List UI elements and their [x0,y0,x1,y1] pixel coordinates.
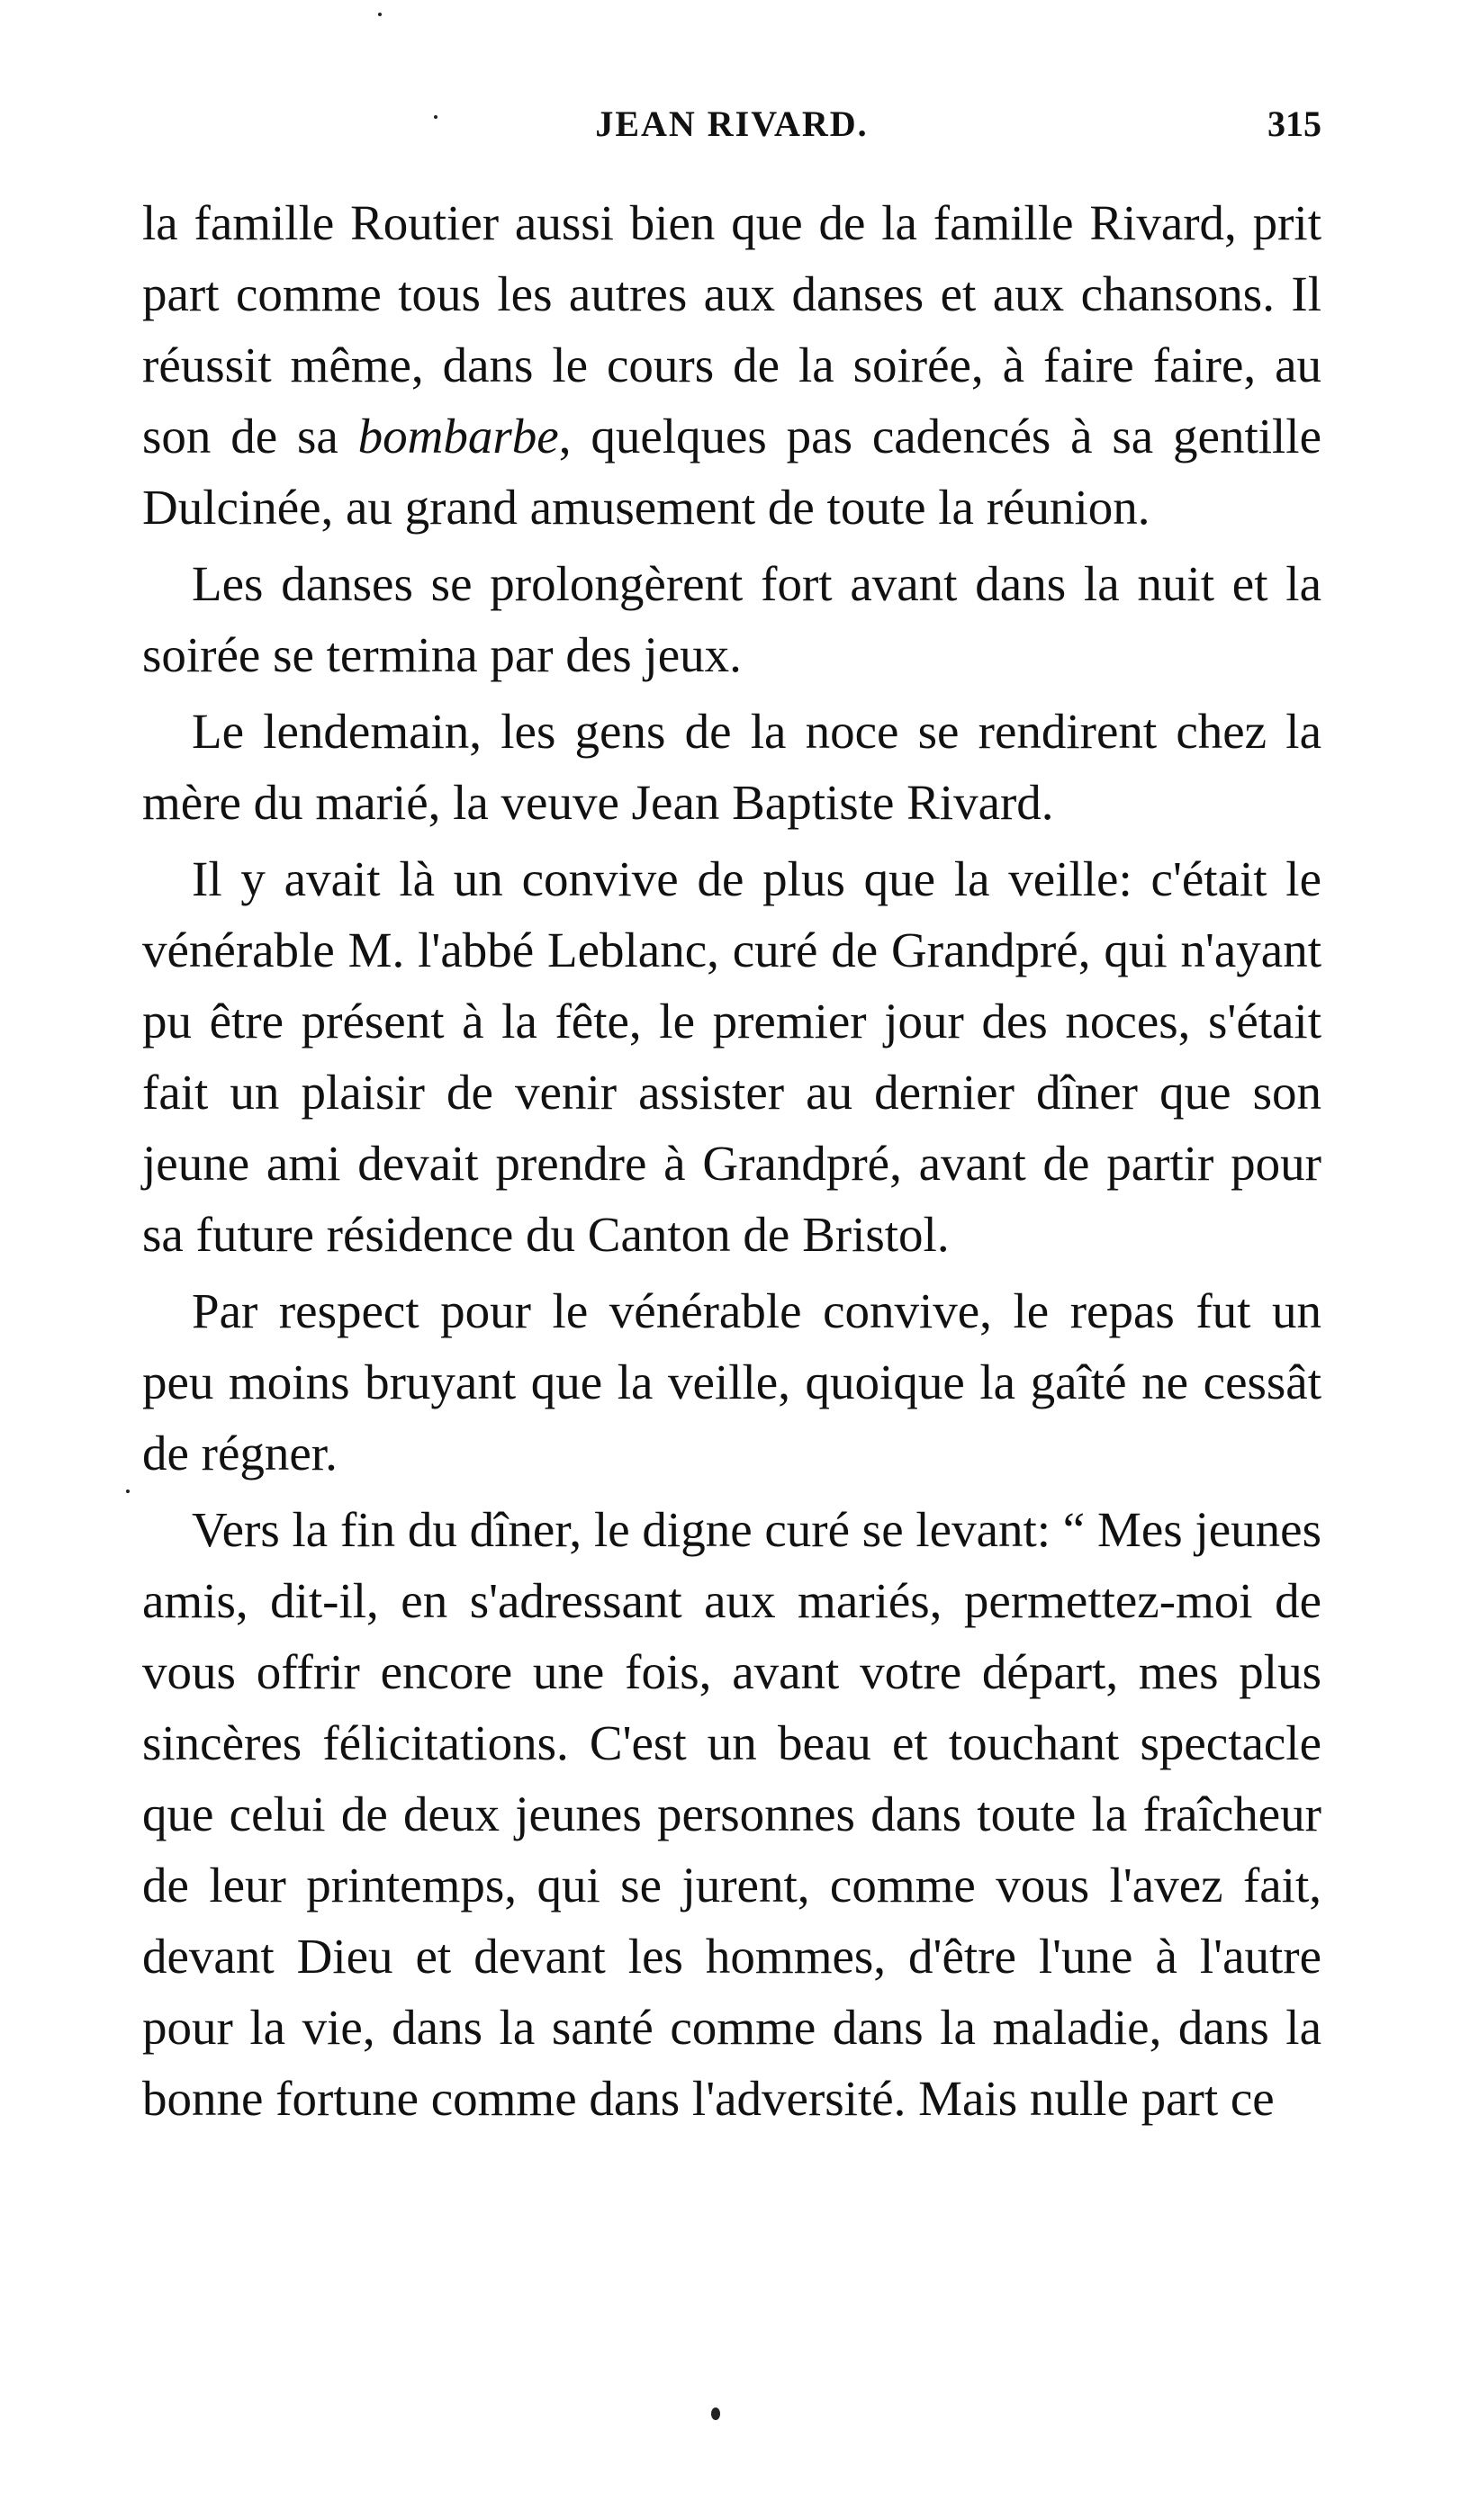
paragraph-5: Par respect pour le vénérable convive, le repas fut un peu moins bruyant que la veille, quoique la gaîté ne cessât de régner. [142,1283,1321,1480]
paragraph-3: Le lendemain, les gens de la noce se rendirent chez la mère du marié, la veuve Jean Baptiste Rivard. [142,704,1321,830]
paragraph-2: Les danses se prolongèrent fort avant dans la nuit et la soirée se termina par des jeux. [142,556,1321,682]
print-speck [126,1490,130,1493]
running-title: JEAN RIVARD. [595,104,869,144]
paragraph-1-italic-word: bombarbe [357,409,559,464]
paragraph-1-text-b: , quelques pas cadencés à sa gentille Dulcinée, au grand amusement de toute la réunion. [142,409,1321,535]
print-speck [711,2408,720,2420]
print-speck [378,13,382,16]
paragraph-4: Il y avait là un convive de plus que la veille: c'était le vénérable M. l'abbé Leblanc, curé de Grandpré, qui n'ayant pu être présent à la fête, le premier jour des noces, s'était fait un plaisir de venir assister au dernier dîner que son jeune ami devait prendre à Grandpré, avant de partir pour sa future résidence du Canton de Bristol. [142,851,1321,1262]
page-number: 315 [1267,104,1321,144]
body-text [142,187,1321,2139]
print-speck [434,115,437,119]
paragraph-1-text-a: la famille Routier aussi bien que de la famille Rivard, prit part comme tous les autres aux danses et aux chansons. Il réussit même, dans le cours de la soirée, à faire faire, au son de sa [142,195,1321,464]
paragraph-1 [142,187,1321,543]
running-head [142,97,1321,151]
paragraph-6: Vers la fin du dîner, le digne curé se levant: “ Mes jeunes amis, dit-il, en s'adressant aux mariés, permettez-moi de vous offrir encore une fois, avant votre départ, mes plus sincères félicitations. C'est un beau et touchant spectacle que celui de deux jeunes personnes dans toute la fraîcheur de leur printemps, qui se jurent, comme vous l'avez fait, devant Dieu et devant les hommes, d'être l'une à l'autre pour la vie, dans la santé comme dans la maladie, dans la bonne fortune comme dans l'adversité. Mais nulle part ce [142,1502,1321,2126]
